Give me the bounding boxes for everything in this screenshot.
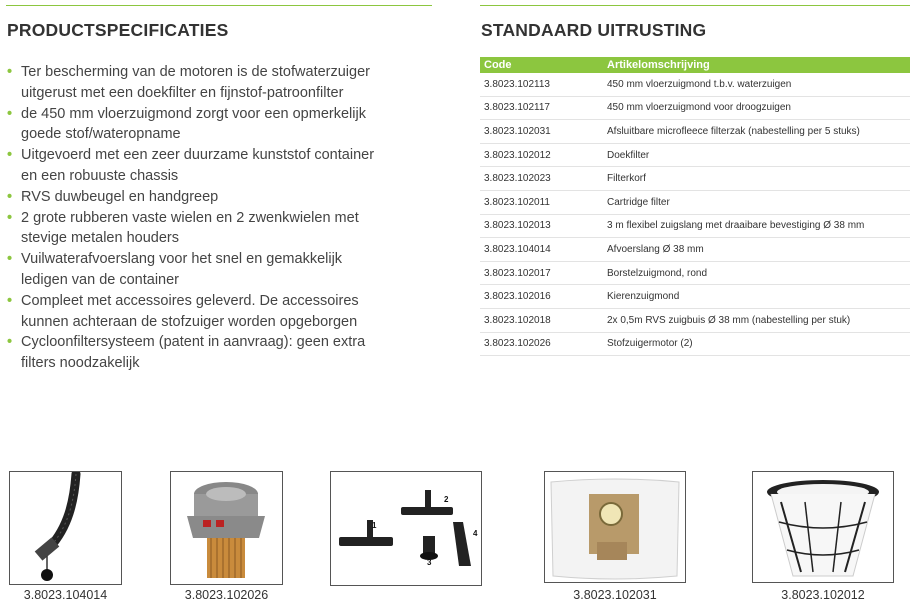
accessory-label-3: 3: [427, 558, 432, 567]
spec-bullet-line: goede stof/wateropname: [21, 126, 181, 143]
accessory-label-2: 2: [444, 495, 449, 504]
spec-bullet-line: Compleet met accessoires geleverd. De accessoires: [21, 292, 359, 309]
row-description: 2x 0,5m RVS zuigbuis Ø 38 mm (nabestelling per stuk): [603, 308, 910, 332]
cloth-filter-icon: [753, 472, 893, 582]
row-code: 3.8023.102011: [480, 190, 603, 214]
bullet-dot-icon: •: [7, 188, 13, 205]
table-row: [480, 214, 910, 238]
spec-bullet-list: [7, 62, 427, 374]
standard-equipment-table: [480, 57, 910, 356]
description-header: Artikelomschrijving: [603, 57, 910, 73]
thumb-caption-2: 3.8023.102026: [184, 588, 269, 602]
row-description: Stofzuigermotor (2): [603, 332, 910, 356]
row-description: 450 mm vloerzuigmond t.b.v. waterzuigen: [603, 73, 910, 96]
row-description: Doekfilter: [603, 143, 910, 167]
row-description: Cartridge filter: [603, 190, 910, 214]
standard-title: STANDAARD UITRUSTING: [481, 20, 707, 40]
table-row: [480, 332, 910, 356]
row-code: 3.8023.102117: [480, 96, 603, 120]
filter-bag-icon: [545, 472, 685, 582]
row-description: Borstelzuigmond, rond: [603, 261, 910, 285]
bullet-dot-icon: •: [7, 105, 13, 122]
spec-bullet-line: Uitgevoerd met een zeer duurzame kunststof container: [21, 147, 375, 164]
spec-bullet-line: kunnen achteraan de stofzuiger worden opgeborgen: [21, 313, 358, 330]
drain-hose-image: [9, 471, 122, 585]
bullet-dot-icon: •: [7, 209, 13, 226]
table-row: [480, 308, 910, 332]
row-description: Afvoerslang Ø 38 mm: [603, 238, 910, 262]
spec-bullet: [7, 249, 427, 291]
spec-bullet-line: Cycloonfiltersysteem (patent in aanvraag): geen extra: [21, 334, 366, 351]
table-row: [480, 73, 910, 96]
bullet-dot-icon: •: [7, 147, 13, 164]
spec-bullet: [7, 62, 427, 104]
row-code: 3.8023.102026: [480, 332, 603, 356]
spec-bullet-line: Vuilwaterafvoerslang voor het snel en gemakkelijk: [21, 251, 343, 268]
row-code: 3.8023.102031: [480, 120, 603, 144]
row-code: 3.8023.102013: [480, 214, 603, 238]
table-row: [480, 167, 910, 191]
spec-bullet: [7, 332, 427, 374]
code-header: Code: [480, 57, 603, 73]
filter-bag-image: [544, 471, 686, 583]
row-code: 3.8023.102016: [480, 285, 603, 309]
spec-bullet: [7, 104, 427, 146]
row-code: 3.8023.102017: [480, 261, 603, 285]
table-row: [480, 285, 910, 309]
cloth-filter-image: [752, 471, 894, 583]
spec-bullet-line: Ter bescherming van de motoren is de stofwaterzuiger: [21, 64, 370, 80]
table-row: [480, 143, 910, 167]
row-code: 3.8023.102023: [480, 167, 603, 191]
bullet-dot-icon: •: [7, 251, 13, 268]
spec-title: PRODUCTSPECIFICATIES: [7, 20, 229, 40]
row-description: 3 m flexibel zuigslang met draaibare bevestiging Ø 38 mm: [603, 214, 910, 238]
table-row: [480, 96, 910, 120]
accessories-icon: [331, 472, 481, 585]
table-header-row: [480, 57, 910, 73]
left-top-rule: [6, 5, 432, 6]
spec-bullet: [7, 291, 427, 333]
row-code: 3.8023.102018: [480, 308, 603, 332]
spec-bullet-line: ledigen van de container: [21, 271, 180, 288]
row-code: 3.8023.104014: [480, 238, 603, 262]
table-row: [480, 190, 910, 214]
spec-bullet: [7, 187, 427, 208]
spec-bullet: [7, 145, 427, 187]
bullet-dot-icon: •: [7, 64, 13, 80]
spec-bullet-line: filters noodzakelijk: [21, 355, 140, 372]
right-top-rule: [480, 5, 910, 6]
vacuum-motor-icon: [171, 472, 282, 584]
row-description: Filterkorf: [603, 167, 910, 191]
row-code: 3.8023.102012: [480, 143, 603, 167]
bullet-dot-icon: •: [7, 292, 13, 309]
spec-bullet-line: uitgerust met een doekfilter en fijnstof-patroonfilter: [21, 84, 344, 101]
table-row: [480, 261, 910, 285]
accessory-label-1: 1: [372, 521, 377, 530]
drain-hose-icon: [10, 472, 121, 584]
accessory-label-4: 4: [473, 529, 478, 538]
spec-bullet: [7, 208, 427, 250]
bullet-dot-icon: •: [7, 334, 13, 351]
vacuum-motor-image: [170, 471, 283, 585]
thumb-caption-4: 3.8023.102031: [573, 588, 657, 602]
spec-bullet-line: stevige metalen houders: [21, 230, 179, 247]
spec-bullet-line: en een robuuste chassis: [21, 167, 179, 184]
spec-bullet-line: de 450 mm vloerzuigmond zorgt voor een opmerkelijk: [21, 105, 366, 122]
row-code: 3.8023.102113: [480, 73, 603, 96]
thumb-caption-5: 3.8023.102012: [781, 588, 865, 602]
row-description: Kierenzuigmond: [603, 285, 910, 309]
row-description: 450 mm vloerzuigmond voor droogzuigen: [603, 96, 910, 120]
spec-bullet-line: RVS duwbeugel en handgreep: [21, 188, 219, 205]
table-row: [480, 120, 910, 144]
accessories-image: [330, 471, 482, 586]
thumb-caption-1: 3.8023.104014: [23, 588, 108, 602]
row-description: Afsluitbare microfleece filterzak (nabestelling per 5 stuks): [603, 120, 910, 144]
spec-bullet-line: 2 grote rubberen vaste wielen en 2 zwenkwielen met: [21, 209, 359, 226]
table-row: [480, 238, 910, 262]
